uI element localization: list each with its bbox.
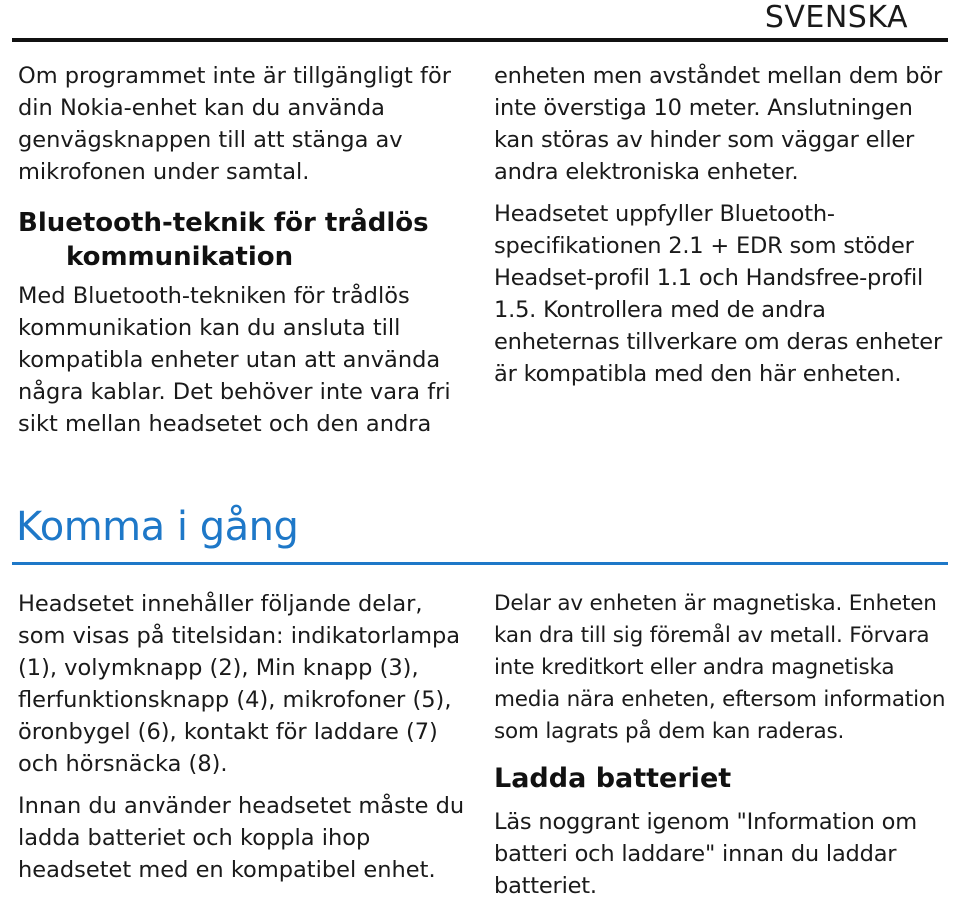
top-left-column (18, 60, 468, 440)
intro-paragraph: Om programmet inte är tillgängligt för din Nokia-enhet kan du använda genvägsknappen till att stänga av mikrofonen under samtal. (18, 63, 451, 185)
charge-heading: Ladda batteriet (494, 763, 732, 794)
bottom-right-column (494, 588, 954, 902)
charge-paragraph: Läs noggrant igenom "Information om batteri och laddare" innan du laddar batteriet. (494, 809, 917, 899)
section-title: Komma i gång (16, 504, 299, 550)
bluetooth-heading-line2: kommunikation (66, 242, 294, 272)
section-divider (12, 562, 948, 565)
bluetooth-heading (18, 206, 468, 274)
top-divider (12, 38, 948, 42)
spec-paragraph: Headsetet uppfyller Bluetooth-specifikationen 2.1 + EDR som stöder Headset-profil 1.1 och Handsfree-profil 1.5. Kontrollera med de andra enheternas tillverkare om deras enheter är kompatibla med den här enheten. (494, 201, 943, 387)
range-paragraph: enheten men avståndet mellan dem bör inte överstiga 10 meter. Anslutningen kan störas av hinder som väggar eller andra elektroniska enheter. (494, 63, 943, 185)
magnetic-warning-paragraph: Delar av enheten är magnetiska. Enheten kan dra till sig föremål av metall. Förvara inte kreditkort eller andra magnetiska media nära enheten, eftersom information som lagrats på dem kan raderas. (494, 591, 946, 744)
before-use-paragraph: Innan du använder headsetet måste du ladda batteriet och koppla ihop headsetet med en kompatibel enhet. (18, 793, 465, 883)
top-right-column (494, 60, 954, 390)
language-header: SVENSKA (764, 0, 908, 35)
bottom-left-column (18, 588, 468, 886)
parts-paragraph: Headsetet innehåller följande delar, som visas på titelsidan: indikatorlampa (1), volymknapp (2), Min knapp (3), flerfunktionsknapp (4), mikrofoner (5), öronbygel (6), kontakt för laddare (7) och hörsnäcka (8). (18, 591, 461, 777)
bluetooth-heading-line1: Bluetooth-teknik för trådlös (18, 208, 429, 238)
bluetooth-paragraph: Med Bluetooth-tekniken för trådlös kommunikation kan du ansluta till kompatibla enheter utan att använda några kablar. Det behöver inte vara fri sikt mellan headsetet och den andra (18, 283, 451, 437)
